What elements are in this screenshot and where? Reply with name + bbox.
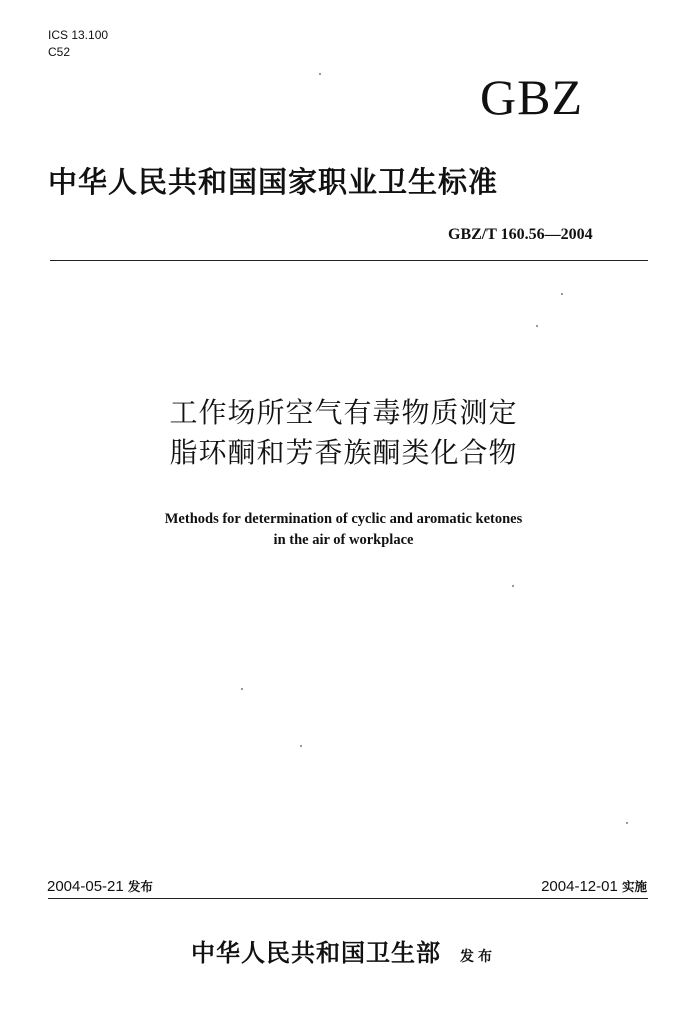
chinese-title	[0, 393, 687, 473]
header-divider	[50, 260, 648, 261]
chinese-title-line-1: 工作场所空气有毒物质测定	[169, 396, 518, 429]
chinese-title-line-2: 脂环酮和芳香族酮类化合物	[169, 436, 518, 469]
scan-speck	[241, 688, 243, 690]
ics-code: ICS 13.100	[48, 28, 109, 42]
scan-speck	[626, 822, 628, 824]
scan-speck	[300, 745, 302, 747]
scan-speck	[561, 293, 563, 295]
issue-date-block	[47, 877, 153, 895]
publisher-name: 中华人民共和国卫生部	[190, 938, 441, 967]
scan-speck	[319, 73, 321, 75]
footer-divider	[48, 898, 648, 899]
publisher-line	[0, 933, 687, 968]
issue-date: 2004-05-21	[47, 878, 124, 895]
ccs-code: C52	[48, 45, 71, 59]
standard-number: GBZ/T 160.56—2004	[448, 226, 593, 243]
english-title-line-2: in the air of workplace	[273, 532, 414, 548]
scan-speck	[536, 325, 538, 327]
implement-label: 实施	[621, 879, 647, 894]
classification-codes	[48, 27, 108, 61]
standard-type-title: 中华人民共和国国家职业卫生标准	[48, 165, 499, 199]
scan-speck	[512, 585, 514, 587]
implement-date: 2004-12-01	[541, 878, 618, 895]
english-title-line-1: Methods for determination of cyclic and aromatic ketones	[164, 511, 523, 527]
implement-date-block	[541, 877, 647, 895]
standard-mark: GBZ	[480, 69, 583, 125]
issue-label: 发布	[127, 879, 153, 894]
publisher-action: 发布	[460, 949, 497, 965]
english-title	[0, 509, 687, 551]
